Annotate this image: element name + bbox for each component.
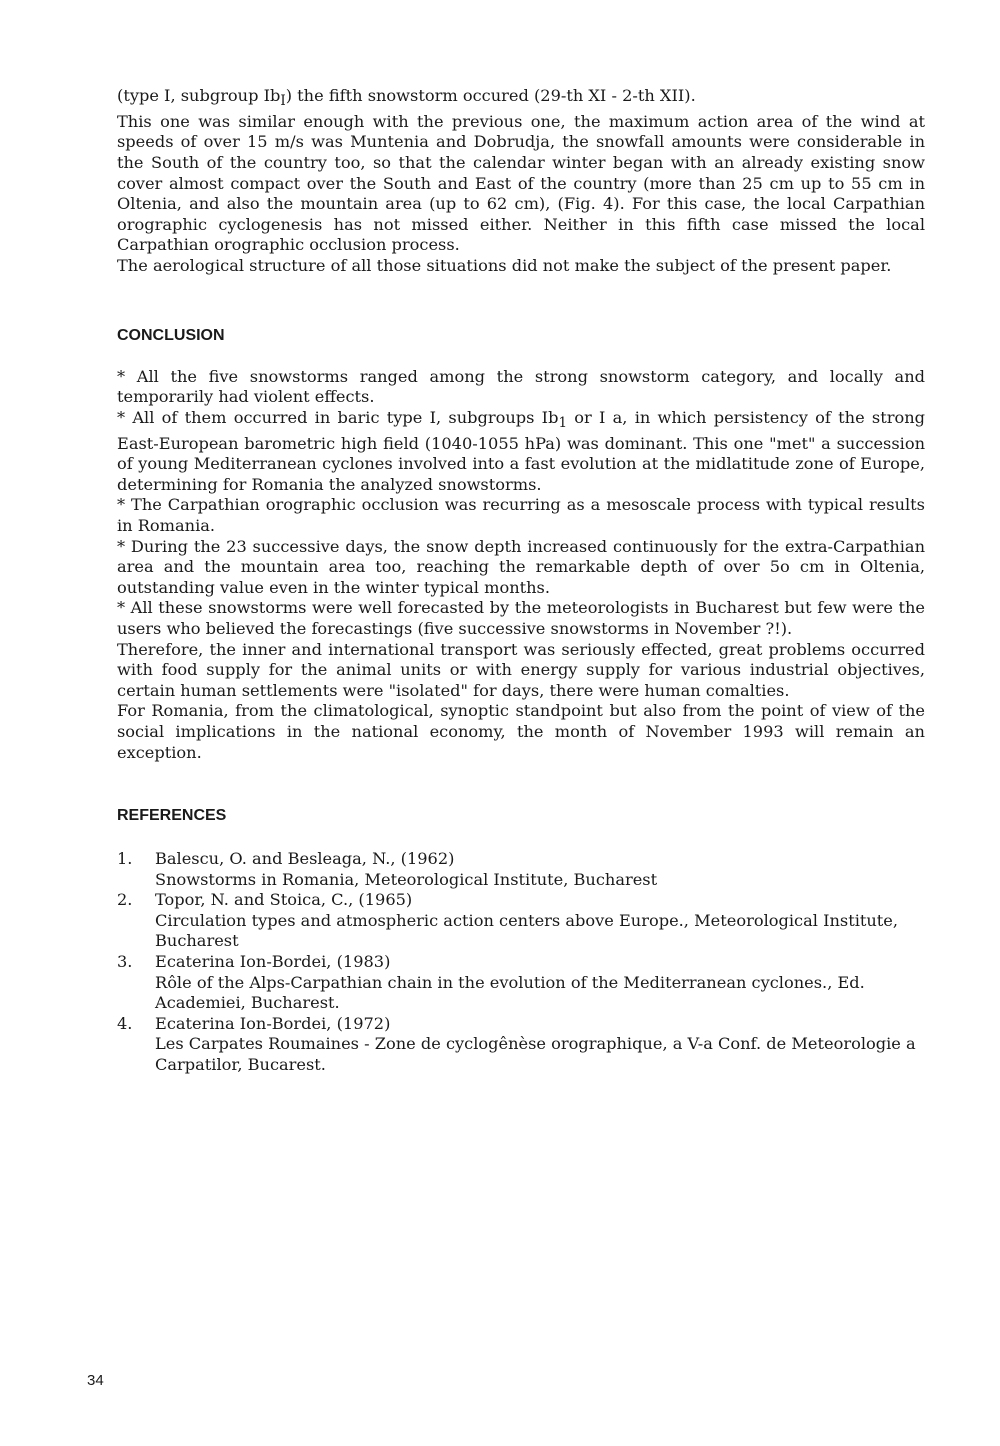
references-list	[117, 849, 925, 1076]
references-heading: REFERENCES	[117, 807, 227, 825]
reference-item	[117, 849, 925, 890]
reference-number: 4.	[117, 1013, 133, 1033]
reference-authors: Topor, N. and Stoica, C., (1965)	[155, 890, 413, 910]
conclusion-bullet: * During the 23 successive days, the snow depth increased continuously for the extra-Carpathian area and the mountain area too, reaching the remarkable depth of over 5o cm in Oltenia, outstanding value even in the winter typical months.	[117, 536, 925, 597]
reference-authors: Ecaterina Ion-Bordei, (1972)	[155, 1013, 391, 1033]
page-number: 34	[87, 1372, 104, 1389]
reference-item	[117, 1014, 925, 1076]
intro-paragraph-aerological: The aerological structure of all those situations did not make the subject of the present paper.	[117, 255, 892, 275]
conclusion-bullet: * All the five snowstorms ranged among the strong snowstorm category, and locally and temporarily had violent effects.	[117, 366, 925, 407]
conclusion-paragraph: For Romania, from the climatological, synoptic standpoint but also from the point of view of the social implications in the national economy, the month of November 1993 will remain an exception.	[117, 701, 925, 762]
conclusion-bullet: * All these snowstorms were well forecasted by the meteorologists in Bucharest but few were the users who believed the forecastings (five successive snowstorms in November ?!).	[117, 598, 925, 638]
intro-line: (type I, subgroup $Ib_I$) the fifth snowstorm occured (29-th XI - 2-th XII).	[117, 86, 696, 110]
conclusion-paragraph: Therefore, the inner and international transport was seriously effected, great problems occurred with food supply for the animal units or with energy supply for various industrial objectives, certain human settlements were "isolated" for days, there were human comalties.	[117, 639, 925, 700]
page-body	[117, 86, 925, 1076]
reference-item	[117, 952, 925, 1014]
intro-paragraph: This one was similar enough with the previous one, the maximum action area of the wind at speeds of over 15 m/s was Muntenia and Dobrudja, the snowfall amounts were considerable in the South of the country too, so that the calendar winter began with an already existing snow cover almost compact over the South and East of the country (more than 25 cm up to 55 cm in Oltenia, and also the mountain area (up to 62 cm), (Fig. 4). For this case, the local Carpathian orographic cyclogenesis has not missed either. Neither in this fifth case missed the local Carpathian orographic occlusion process.	[117, 111, 925, 255]
reference-number: 1.	[117, 849, 133, 869]
reference-number: 2.	[117, 890, 133, 910]
reference-source: Circulation types and atmospheric action centers above Europe., Meteorological Institute, Bucharest	[155, 910, 899, 951]
reference-source: Rôle of the Alps-Carpathian chain in the evolution of the Mediterranean cyclones., Ed. Academiei, Bucharest.	[155, 972, 865, 1013]
conclusion-heading: CONCLUSION	[117, 326, 225, 344]
reference-authors: Ecaterina Ion-Bordei, (1983)	[155, 952, 391, 972]
reference-number: 3.	[117, 952, 133, 972]
reference-item	[117, 890, 925, 952]
reference-source: Les Carpates Roumaines - Zone de cyclogênèse orographique, a V-a Conf. de Meteorologie a Carpatilor, Bucarest.	[155, 1034, 916, 1075]
reference-authors: Balescu, O. and Besleaga, N., (1962)	[155, 849, 455, 869]
conclusion-bullet: * All of them occurred in baric type I, subgroups $Ib_1$ or I a, in which persistency of the strong East-European barometric high field (1040-1055 hPa) was dominant. This one "met" a succession of young Mediterranean cyclones involved into a fast evolution at the midlatitude zone of Europe, determining for Romania the analyzed snowstorms.	[117, 407, 925, 494]
reference-source: Snowstorms in Romania, Meteorological Institute, Bucharest	[155, 869, 658, 889]
conclusion-bullet: * The Carpathian orographic occlusion was recurring as a mesoscale process with typical results in Romania.	[117, 495, 925, 535]
